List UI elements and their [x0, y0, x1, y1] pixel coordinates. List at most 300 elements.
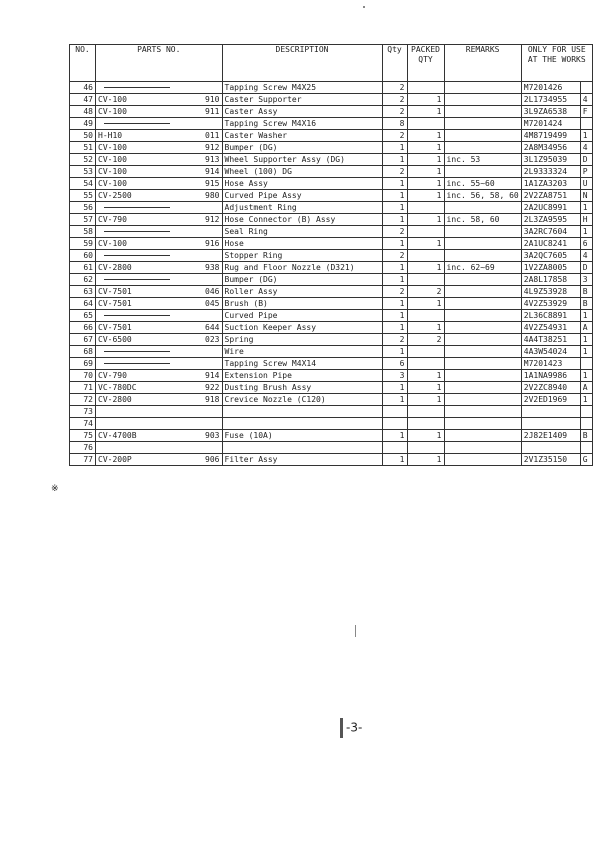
- quantity-cell: 2: [382, 106, 407, 118]
- description-cell: Stopper Ring: [222, 250, 382, 262]
- packed-quantity-cell: 1: [407, 262, 444, 274]
- description-cell: Spring: [222, 334, 382, 346]
- works-code-cell: 2A1UC8241: [521, 238, 580, 250]
- works-code-cell: 2V2ZC8940: [521, 382, 580, 394]
- remarks-cell: [444, 346, 521, 358]
- works-suffix-cell: G: [580, 454, 592, 466]
- remarks-cell: [444, 202, 521, 214]
- col-qty-header: Qty: [382, 45, 407, 82]
- row-number-cell: 51: [70, 142, 96, 154]
- description-cell: Caster Assy: [222, 106, 382, 118]
- parts-code-cell: 980: [172, 190, 222, 202]
- packed-quantity-cell: [407, 202, 444, 214]
- col-packed-qty-header: PACKED QTY: [407, 45, 444, 82]
- remarks-cell: [444, 322, 521, 334]
- table-row: [70, 382, 593, 394]
- parts-number-cell: CV-2500: [96, 190, 173, 202]
- table-row: [70, 334, 593, 346]
- packed-quantity-cell: [407, 274, 444, 286]
- parts-number-cell: [96, 202, 173, 214]
- parts-number-cell: [96, 418, 173, 430]
- works-code-cell: 4A4T38251: [521, 334, 580, 346]
- works-code-cell: 2J82E1409: [521, 430, 580, 442]
- quantity-cell: 1: [382, 382, 407, 394]
- quantity-cell: 2: [382, 94, 407, 106]
- quantity-cell: 2: [382, 250, 407, 262]
- packed-quantity-cell: [407, 310, 444, 322]
- quantity-cell: 1: [382, 142, 407, 154]
- description-cell: Brush (B): [222, 298, 382, 310]
- remarks-cell: [444, 442, 521, 454]
- works-code-cell: M7201426: [521, 82, 580, 94]
- works-suffix-cell: 1: [580, 394, 592, 406]
- description-cell: Bumper (DG): [222, 274, 382, 286]
- remarks-cell: [444, 94, 521, 106]
- parts-code-cell: 046: [172, 286, 222, 298]
- parts-number-cell: [96, 310, 173, 322]
- row-number-cell: 49: [70, 118, 96, 130]
- table-row: [70, 118, 593, 130]
- same-as-above-dash: [104, 255, 170, 256]
- parts-code-cell: [172, 250, 222, 262]
- works-code-cell: M7201423: [521, 358, 580, 370]
- row-number-cell: 46: [70, 82, 96, 94]
- row-number-cell: 57: [70, 214, 96, 226]
- remarks-cell: [444, 118, 521, 130]
- table-row: [70, 262, 593, 274]
- works-suffix-cell: 1: [580, 370, 592, 382]
- table-row: [70, 274, 593, 286]
- parts-code-cell: 911: [172, 106, 222, 118]
- packed-quantity-cell: 1: [407, 190, 444, 202]
- works-code-cell: 4L9Z53928: [521, 286, 580, 298]
- remarks-cell: [444, 82, 521, 94]
- quantity-cell: 1: [382, 310, 407, 322]
- parts-code-cell: 914: [172, 370, 222, 382]
- row-number-cell: 61: [70, 262, 96, 274]
- table-row: [70, 418, 593, 430]
- description-cell: Wire: [222, 346, 382, 358]
- packed-quantity-cell: 1: [407, 178, 444, 190]
- remarks-cell: [444, 418, 521, 430]
- description-cell: Curved Pipe Assy: [222, 190, 382, 202]
- description-cell: Caster Washer: [222, 130, 382, 142]
- works-code-cell: 3A2QC7605: [521, 250, 580, 262]
- col-no-header: NO.: [70, 45, 96, 82]
- table-row: [70, 142, 593, 154]
- table-row: [70, 202, 593, 214]
- description-cell: Roller Assy: [222, 286, 382, 298]
- packed-quantity-cell: 1: [407, 142, 444, 154]
- parts-code-cell: [172, 310, 222, 322]
- quantity-cell: 1: [382, 274, 407, 286]
- works-code-cell: 2A8L17858: [521, 274, 580, 286]
- parts-number-cell: [96, 358, 173, 370]
- works-suffix-cell: 1: [580, 334, 592, 346]
- parts-number-cell: CV-200P: [96, 454, 173, 466]
- parts-number-cell: CV-100: [96, 94, 173, 106]
- table-row: [70, 442, 593, 454]
- packed-quantity-cell: 1: [407, 106, 444, 118]
- works-suffix-cell: D: [580, 154, 592, 166]
- same-as-above-dash: [104, 231, 170, 232]
- quantity-cell: 1: [382, 454, 407, 466]
- same-as-above-dash: [104, 123, 170, 124]
- description-cell: Rug and Floor Nozzle (D321): [222, 262, 382, 274]
- packed-quantity-cell: 2: [407, 286, 444, 298]
- row-number-cell: 77: [70, 454, 96, 466]
- parts-number-cell: [96, 118, 173, 130]
- parts-code-cell: 644: [172, 322, 222, 334]
- quantity-cell: 1: [382, 178, 407, 190]
- works-code-cell: 2V2ED1969: [521, 394, 580, 406]
- works-code-cell: 2A8M34956: [521, 142, 580, 154]
- quantity-cell: 2: [382, 334, 407, 346]
- quantity-cell: 2: [382, 166, 407, 178]
- table-row: [70, 226, 593, 238]
- quantity-cell: 6: [382, 358, 407, 370]
- table-row: [70, 406, 593, 418]
- remarks-cell: [444, 394, 521, 406]
- description-cell: [222, 406, 382, 418]
- row-number-cell: 55: [70, 190, 96, 202]
- quantity-cell: 1: [382, 322, 407, 334]
- same-as-above-dash: [104, 87, 170, 88]
- row-number-cell: 72: [70, 394, 96, 406]
- description-cell: Fuse (10A): [222, 430, 382, 442]
- table-row: [70, 82, 593, 94]
- works-code-cell: 2V1Z35150: [521, 454, 580, 466]
- parts-code-cell: 045: [172, 298, 222, 310]
- works-suffix-cell: A: [580, 382, 592, 394]
- page-number-stamp: [340, 718, 343, 738]
- works-suffix-cell: [580, 442, 592, 454]
- parts-code-cell: 023: [172, 334, 222, 346]
- quantity-cell: 2: [382, 82, 407, 94]
- works-code-cell: 2L1734955: [521, 94, 580, 106]
- works-code-cell: [521, 442, 580, 454]
- remarks-cell: [444, 106, 521, 118]
- works-code-cell: 4V2Z54931: [521, 322, 580, 334]
- table-row: [70, 238, 593, 250]
- row-number-cell: 69: [70, 358, 96, 370]
- description-cell: Caster Supporter: [222, 94, 382, 106]
- works-suffix-cell: A: [580, 322, 592, 334]
- quantity-cell: 3: [382, 370, 407, 382]
- parts-code-cell: [172, 274, 222, 286]
- parts-number-cell: CV-790: [96, 370, 173, 382]
- parts-code-cell: 906: [172, 454, 222, 466]
- works-suffix-cell: [580, 418, 592, 430]
- remarks-cell: [444, 298, 521, 310]
- description-cell: Tapping Screw M4X25: [222, 82, 382, 94]
- parts-code-cell: 914: [172, 166, 222, 178]
- description-cell: Curved Pipe: [222, 310, 382, 322]
- description-cell: Bumper (DG): [222, 142, 382, 154]
- parts-code-cell: 912: [172, 214, 222, 226]
- packed-quantity-cell: 1: [407, 382, 444, 394]
- table-row: [70, 166, 593, 178]
- parts-code-cell: 915: [172, 178, 222, 190]
- works-suffix-cell: 1: [580, 346, 592, 358]
- parts-number-cell: CV-7501: [96, 322, 173, 334]
- scan-speck: [363, 6, 365, 8]
- works-code-cell: [521, 406, 580, 418]
- table-row: [70, 454, 593, 466]
- row-number-cell: 70: [70, 370, 96, 382]
- description-cell: Extension Pipe: [222, 370, 382, 382]
- table-row: [70, 394, 593, 406]
- remarks-cell: [444, 358, 521, 370]
- table-row: [70, 358, 593, 370]
- description-cell: [222, 418, 382, 430]
- parts-code-cell: 916: [172, 238, 222, 250]
- table-row: [70, 94, 593, 106]
- row-number-cell: 66: [70, 322, 96, 334]
- table-row: [70, 346, 593, 358]
- row-number-cell: 64: [70, 298, 96, 310]
- row-number-cell: 52: [70, 154, 96, 166]
- works-code-cell: 2V2ZA8751: [521, 190, 580, 202]
- remarks-cell: inc. 53: [444, 154, 521, 166]
- remarks-cell: inc. 58, 60: [444, 214, 521, 226]
- table-row: [70, 250, 593, 262]
- quantity-cell: 1: [382, 298, 407, 310]
- works-suffix-cell: U: [580, 178, 592, 190]
- remarks-cell: [444, 406, 521, 418]
- parts-code-cell: [172, 346, 222, 358]
- row-number-cell: 75: [70, 430, 96, 442]
- table-row: [70, 298, 593, 310]
- parts-code-cell: 913: [172, 154, 222, 166]
- row-number-cell: 56: [70, 202, 96, 214]
- row-number-cell: 62: [70, 274, 96, 286]
- remarks-cell: [444, 238, 521, 250]
- row-number-cell: 68: [70, 346, 96, 358]
- quantity-cell: [382, 442, 407, 454]
- parts-code-cell: 922: [172, 382, 222, 394]
- works-suffix-cell: F: [580, 106, 592, 118]
- works-suffix-cell: 1: [580, 310, 592, 322]
- row-number-cell: 58: [70, 226, 96, 238]
- description-cell: Hose Connector (B) Assy: [222, 214, 382, 226]
- packed-quantity-cell: 1: [407, 298, 444, 310]
- parts-number-cell: CV-100: [96, 142, 173, 154]
- quantity-cell: 2: [382, 226, 407, 238]
- remarks-cell: [444, 142, 521, 154]
- works-code-cell: 3L1Z95039: [521, 154, 580, 166]
- table-row: [70, 322, 593, 334]
- works-suffix-cell: 6: [580, 238, 592, 250]
- packed-quantity-cell: [407, 226, 444, 238]
- parts-number-cell: [96, 406, 173, 418]
- parts-list-sheet: [69, 44, 593, 466]
- works-code-cell: [521, 418, 580, 430]
- description-cell: Dusting Brush Assy: [222, 382, 382, 394]
- works-suffix-cell: 3: [580, 274, 592, 286]
- row-number-cell: 74: [70, 418, 96, 430]
- quantity-cell: 1: [382, 202, 407, 214]
- parts-code-cell: [172, 82, 222, 94]
- parts-number-cell: [96, 346, 173, 358]
- parts-table-body: [70, 82, 593, 466]
- works-suffix-cell: D: [580, 262, 592, 274]
- parts-number-cell: CV-2800: [96, 262, 173, 274]
- row-number-cell: 50: [70, 130, 96, 142]
- works-suffix-cell: 1: [580, 226, 592, 238]
- page-number: [340, 718, 362, 738]
- parts-number-cell: [96, 274, 173, 286]
- works-suffix-cell: 4: [580, 94, 592, 106]
- parts-number-cell: CV-7501: [96, 298, 173, 310]
- works-suffix-cell: [580, 358, 592, 370]
- packed-quantity-cell: 1: [407, 430, 444, 442]
- quantity-cell: 1: [382, 346, 407, 358]
- works-code-cell: 4A3W54024: [521, 346, 580, 358]
- parts-code-cell: [172, 226, 222, 238]
- parts-number-cell: VC-780DC: [96, 382, 173, 394]
- remarks-cell: [444, 334, 521, 346]
- description-cell: Suction Keeper Assy: [222, 322, 382, 334]
- description-cell: Filter Assy: [222, 454, 382, 466]
- parts-number-cell: [96, 82, 173, 94]
- works-suffix-cell: [580, 406, 592, 418]
- row-number-cell: 65: [70, 310, 96, 322]
- packed-quantity-cell: [407, 82, 444, 94]
- works-code-cell: 3A2RC7604: [521, 226, 580, 238]
- table-row: [70, 154, 593, 166]
- packed-quantity-cell: 1: [407, 394, 444, 406]
- quantity-cell: 1: [382, 430, 407, 442]
- parts-number-cell: CV-100: [96, 238, 173, 250]
- quantity-cell: [382, 418, 407, 430]
- remarks-cell: [444, 454, 521, 466]
- packed-quantity-cell: [407, 346, 444, 358]
- works-suffix-cell: N: [580, 190, 592, 202]
- quantity-cell: [382, 406, 407, 418]
- table-row: [70, 286, 593, 298]
- works-code-cell: 2L3ZA9595: [521, 214, 580, 226]
- parts-number-cell: CV-100: [96, 106, 173, 118]
- description-cell: Wheel (100) DG: [222, 166, 382, 178]
- description-cell: Wheel Supporter Assy (DG): [222, 154, 382, 166]
- description-cell: Hose Assy: [222, 178, 382, 190]
- packed-quantity-cell: 1: [407, 370, 444, 382]
- same-as-above-dash: [104, 351, 170, 352]
- works-code-cell: 3L9ZA6538: [521, 106, 580, 118]
- works-code-cell: 2A2UC8991: [521, 202, 580, 214]
- remarks-cell: inc. 56, 58, 60: [444, 190, 521, 202]
- parts-code-cell: [172, 406, 222, 418]
- same-as-above-dash: [104, 279, 170, 280]
- remarks-cell: [444, 430, 521, 442]
- packed-quantity-cell: 1: [407, 94, 444, 106]
- works-code-cell: 4V2Z53929: [521, 298, 580, 310]
- packed-quantity-cell: [407, 250, 444, 262]
- scan-speck: [355, 625, 356, 637]
- change-mark: ※: [51, 484, 59, 494]
- description-cell: Adjustment Ring: [222, 202, 382, 214]
- parts-code-cell: 918: [172, 394, 222, 406]
- quantity-cell: 1: [382, 262, 407, 274]
- quantity-cell: 1: [382, 394, 407, 406]
- parts-code-cell: [172, 118, 222, 130]
- remarks-cell: [444, 382, 521, 394]
- packed-quantity-cell: 1: [407, 166, 444, 178]
- works-code-cell: 2L9333324: [521, 166, 580, 178]
- col-only-for-works-header: ONLY FOR USE AT THE WORKS: [521, 45, 592, 82]
- row-number-cell: 53: [70, 166, 96, 178]
- remarks-cell: [444, 274, 521, 286]
- parts-code-cell: [172, 358, 222, 370]
- col-parts-no-header: PARTS NO.: [96, 45, 223, 82]
- row-number-cell: 71: [70, 382, 96, 394]
- description-cell: Tapping Screw M4X14: [222, 358, 382, 370]
- works-suffix-cell: 1: [580, 130, 592, 142]
- description-cell: [222, 442, 382, 454]
- quantity-cell: 1: [382, 214, 407, 226]
- parts-number-cell: CV-100: [96, 178, 173, 190]
- parts-number-cell: CV-790: [96, 214, 173, 226]
- parts-number-cell: [96, 250, 173, 262]
- description-cell: Hose: [222, 238, 382, 250]
- parts-code-cell: [172, 442, 222, 454]
- parts-code-cell: 910: [172, 94, 222, 106]
- quantity-cell: 2: [382, 130, 407, 142]
- works-suffix-cell: 1: [580, 202, 592, 214]
- parts-number-cell: CV-6500: [96, 334, 173, 346]
- works-code-cell: 1V2ZA8005: [521, 262, 580, 274]
- table-row: [70, 178, 593, 190]
- works-suffix-cell: P: [580, 166, 592, 178]
- packed-quantity-cell: [407, 118, 444, 130]
- row-number-cell: 63: [70, 286, 96, 298]
- remarks-cell: [444, 370, 521, 382]
- page-number-text: -3-: [346, 720, 363, 735]
- quantity-cell: 1: [382, 190, 407, 202]
- row-number-cell: 76: [70, 442, 96, 454]
- remarks-cell: [444, 250, 521, 262]
- table-row: [70, 106, 593, 118]
- row-number-cell: 73: [70, 406, 96, 418]
- parts-number-cell: H-H10: [96, 130, 173, 142]
- parts-number-cell: CV-7501: [96, 286, 173, 298]
- remarks-cell: [444, 310, 521, 322]
- quantity-cell: 1: [382, 238, 407, 250]
- parts-code-cell: 011: [172, 130, 222, 142]
- packed-quantity-cell: 1: [407, 154, 444, 166]
- parts-code-cell: 938: [172, 262, 222, 274]
- same-as-above-dash: [104, 315, 170, 316]
- parts-table: [69, 44, 593, 466]
- col-description-header: DESCRIPTION: [222, 45, 382, 82]
- works-suffix-cell: B: [580, 430, 592, 442]
- parts-number-cell: [96, 442, 173, 454]
- table-row: [70, 370, 593, 382]
- row-number-cell: 59: [70, 238, 96, 250]
- quantity-cell: 2: [382, 286, 407, 298]
- parts-number-cell: CV-2800: [96, 394, 173, 406]
- parts-code-cell: [172, 418, 222, 430]
- works-code-cell: 2L36C8891: [521, 310, 580, 322]
- description-cell: Tapping Screw M4X16: [222, 118, 382, 130]
- works-suffix-cell: B: [580, 286, 592, 298]
- works-code-cell: M7201424: [521, 118, 580, 130]
- packed-quantity-cell: 1: [407, 238, 444, 250]
- table-row: [70, 310, 593, 322]
- table-header-row: [70, 45, 593, 82]
- packed-quantity-cell: 1: [407, 322, 444, 334]
